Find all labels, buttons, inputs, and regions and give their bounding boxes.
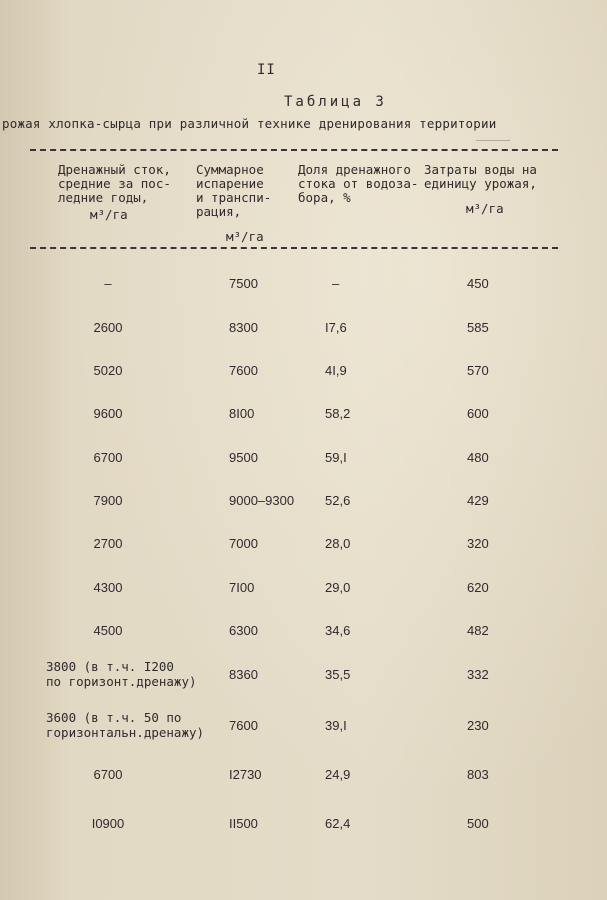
cell-drainage-share: 29,0 (325, 580, 351, 595)
cell-water-cost: 585 (467, 320, 489, 335)
cell-drainage: 9600 (93, 406, 123, 421)
cell-drainage: 6700 (93, 767, 123, 782)
cell-evapotranspiration: 7600 (229, 718, 258, 733)
cell-drainage-share: 35,5 (325, 667, 351, 682)
cell-evapotranspiration: 6300 (229, 623, 258, 638)
cell-drainage: 2700 (93, 536, 123, 551)
cell-evapotranspiration: 7600 (229, 363, 258, 378)
cell-water-cost: 320 (467, 536, 489, 551)
cell-evapotranspiration: 8360 (229, 667, 258, 682)
cell-water-cost: 230 (467, 718, 489, 733)
cell-evapotranspiration: I2730 (229, 767, 262, 782)
cell-drainage-share: 39,I (325, 718, 347, 733)
cell-water-cost: 482 (467, 623, 489, 638)
cell-drainage-share: 62,4 (325, 816, 351, 831)
cell-evapotranspiration: 9000–9300 (229, 493, 295, 508)
cell-drainage-share: 4I,9 (325, 363, 347, 378)
cell-water-cost: 500 (467, 816, 489, 831)
cell-evapotranspiration: 7I00 (229, 580, 255, 595)
header-top-rule (30, 149, 558, 151)
header-evap-unit: м³/га (226, 229, 264, 244)
cell-drainage-share: 24,9 (325, 767, 351, 782)
pencil-mark (476, 140, 510, 141)
cell-drainage-share: 58,2 (325, 406, 351, 421)
header-drainage-share: Доля дренажного стока от водоза- бора, % (298, 162, 419, 205)
cell-water-cost: 570 (467, 363, 489, 378)
cell-evapotranspiration: II500 (229, 816, 258, 831)
cell-drainage-share: 59,I (325, 450, 347, 465)
header-drainage-flow: Дренажный сток, средние за пос- ледние годы, (58, 162, 171, 205)
cell-evapotranspiration: 9500 (229, 450, 258, 465)
cell-water-cost: 450 (467, 276, 489, 291)
cell-evapotranspiration: 7500 (229, 276, 258, 291)
table-label: Таблица 3 (284, 94, 387, 110)
header-drainage-unit: м³/га (90, 207, 128, 222)
header-bottom-rule (30, 247, 558, 249)
cell-water-cost: 429 (467, 493, 489, 508)
cell-drainage: – (104, 276, 112, 291)
cell-water-cost: 803 (467, 767, 489, 782)
cell-drainage-share: I7,6 (325, 320, 347, 335)
header-water-cost: Затраты воды на единицу урожая, (424, 162, 537, 191)
cell-drainage: 6700 (93, 450, 123, 465)
cell-water-cost: 620 (467, 580, 489, 595)
cell-drainage: 3600 (в т.ч. 50 по горизонтальн.дренажу) (46, 710, 205, 740)
cell-drainage-share: 34,6 (325, 623, 351, 638)
cell-evapotranspiration: 8I00 (229, 406, 255, 421)
cell-drainage: I0900 (91, 816, 125, 831)
cell-drainage-share: 28,0 (325, 536, 351, 551)
cell-water-cost: 600 (467, 406, 489, 421)
cell-drainage: 4500 (93, 623, 123, 638)
cell-evapotranspiration: 8300 (229, 320, 258, 335)
cell-drainage-share: – (332, 276, 340, 291)
page-number: II (257, 62, 276, 78)
cell-drainage: 3800 (в т.ч. I200 по горизонт.дренажу) (46, 659, 197, 689)
cell-drainage-share: 52,6 (325, 493, 351, 508)
cell-drainage: 2600 (93, 320, 123, 335)
cell-water-cost: 480 (467, 450, 489, 465)
cell-evapotranspiration: 7000 (229, 536, 258, 551)
cell-water-cost: 332 (467, 667, 489, 682)
cell-drainage: 4300 (93, 580, 123, 595)
table-caption: рожая хлопка-сырца при различной технике дренирования территории (2, 116, 497, 131)
header-cost-unit: м³/га (466, 201, 504, 216)
cell-drainage: 5020 (93, 363, 123, 378)
cell-drainage: 7900 (93, 493, 123, 508)
header-evapotranspiration: Суммарное испарение и транспи- рация, (196, 162, 272, 219)
